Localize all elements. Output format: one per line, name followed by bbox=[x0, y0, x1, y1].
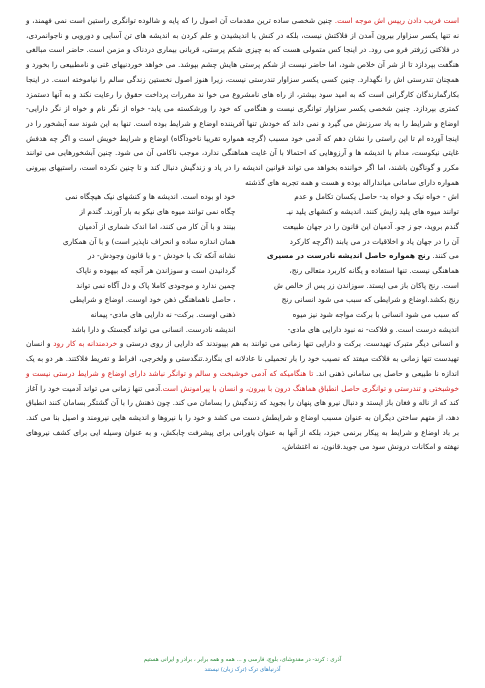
column-line: که سبب می شود انسانی با برکت مواجه شود نیز میوه bbox=[292, 310, 459, 320]
column-line: گندم بروید، جو ز جو. آدمیان این قانون را در جهان طبیعت bbox=[282, 221, 459, 231]
paragraph-text: آدمی تنها زمانی می تواند آدمیت خود را آغاز کند که از ناله و فغان باز ایستد و دنبال نیرو های پنهان را بجوید که زندگیش را بسامان می کند. چون ذهنش را با آن گشتگر بسامان کنند انطباق دهد، از متهم ساختن دیگران به عنوان مسبب اوضاع و شرایطش دست می کشد و خود را با نیروها و اندیشه هایی نیرومند و اصیل بنا می کند. بر باد اوضاع و شرایط به پیکار برنمی خیزد، بلکه از آنها به عنوان یاورانی برای پیشرفت چابکش، و به عنوان وسیله ایی برای کشف نیروهای نهفته و امکانات درونش سود می جوید.قانون، نه اغتشاش، bbox=[26, 383, 459, 452]
two-column-section bbox=[26, 190, 459, 337]
column-line: خود او بوده است. اندیشه ها و کنشهای نیک هیچگاه نمی bbox=[65, 192, 236, 202]
footer-line-2: آذرنیاهای ترک (ترک زبان) نیستند bbox=[204, 667, 281, 673]
paragraph-intro bbox=[26, 14, 459, 190]
column-line: چمین ندارد و موجودی کاملا پاک و دل آگاه نمی تواند bbox=[76, 280, 236, 290]
column-line: چگاه نمی توانند میوه های نیکو به بار آورند. گندم از bbox=[79, 207, 236, 217]
column-line: اندیشه نادرست. انسانی می تواند گجستک و دارا باشد bbox=[71, 324, 236, 334]
left-column bbox=[26, 190, 236, 337]
column-line: آن را در جهان یاد و اخلاقیات در می یابند (اگرچه کارکرد bbox=[289, 236, 459, 246]
column-line: توانند میوه های پلید زایش کنند. اندیشه و کنشهای پلید نیـ bbox=[286, 207, 459, 217]
bold-statement: رنج همواره حاصل اندیشه نادرست در مسیری bbox=[266, 251, 430, 261]
column-line: بینند و با آن کار می کنند، اما اندک شماری از آدمیان bbox=[78, 221, 236, 231]
column-line: ، حاصل ناهماهنگی ذهن خود اوست. اوضاع و شرایطی bbox=[69, 295, 236, 305]
highlight-text: است فریب دادن رییس اش موجه است. bbox=[334, 16, 459, 25]
highlight-text: خردمندانه به کار رود bbox=[53, 339, 118, 349]
column-line: است. رنج پاکان باز می ایستد. سوزاندن زر پس از خالص ش bbox=[273, 280, 459, 290]
column-line: نشانه آنکه تک با خودش - و با قانون وجودش- در bbox=[87, 251, 236, 261]
column-line: ذهنی اوست. برکت- نه دارایی های مادی- پیمانه bbox=[90, 310, 236, 320]
right-column bbox=[250, 190, 460, 337]
paragraph-bottom bbox=[26, 337, 459, 455]
column-line-text: می کنند. bbox=[432, 251, 459, 261]
body-text bbox=[26, 14, 459, 455]
column-line bbox=[250, 249, 460, 264]
column-line: رنج بکشد.اوضاع و شرایطی که سبب می شود انسانی رنج bbox=[281, 295, 459, 305]
page-footer bbox=[0, 655, 485, 675]
highlight-text: تا هنگامیکه که آدمی خوشبخت و سالم و توانگر نباشد دارای اوضاع و شرایط درستی نیست و خوشبختی و تندرستی و توانگری حاصل انطباق هماهنگ درون با بیرون، و انسان با پیرامونش است. bbox=[26, 368, 459, 393]
column-line: همان اندازه ساده و انحراف ناپذیر است) و با آن همکاری bbox=[62, 236, 236, 246]
column-line: هماهنگی نیست. تنها استفاده و یگانه کاربرد متعالی رنج، bbox=[289, 265, 459, 275]
column-line: اش - خواه نیک و خواه بد- حاصل یکسان تکامل و عدم bbox=[294, 192, 459, 202]
paragraph-text: چنین شخصی ساده ترین مقدمات آن اصول را که پایه و شالوده توانگری راستین است نمی فهمند، و نه تنها یکسر سزاوار بیرون آمدن از فلاکتش نیست، بلکه در کنش با اندیشیدن و علم کردن به اندیشه های تن آسایی و دورویی و ناجوانمردی، در فلاکتی ژرفتر فرو می رود. در اینجا کس متمولی هست که به چیزی شکم پرستی، قربانی بیماری دردناک و مزمن است. حاضر است مبالغی هنگفت بپردازد تا از شر آن خلاص شود، اما حاضر نیست از شکم پرستی هایش چشم بپوشد. می خواهد خوردنیهای غنی و نامطبیعی را بخورد و همچنان تندرستی اش را نگهدارد. چنین کسی یکسر سزاوار تندرستی نیست، زیرا هنوز اصول نخستین زندگی سالم را نیاموخته است. در اینجا بکارگمارندگان کارگرانی است که به امید سود بیشتر، از راه های نامشروع می خوا ند مقررات پرداخت حقوق را رعایت نکند و به آنها دستمزد کمتری بپردازد. چنین شخصی یکسر سزاوار توانگری نیست و هنگامی که خود را ورشکسته می یابد- خواه از نگر نام و خواه از نگر دارایی- اوضاع و شرایط را به یاد سرزنش می گیرد و نمی داند که خودش تنها آفریننده اوضاع و شرایط بوده است. تنها به این شوند سه آبشخور را در اینجا آورده ام تا این راستی را نشان دهم که آدمی خود مسبب (گرچه همواره تقریبا ناخودآگاه) اوضاع و شرایط خویش است و اگر چه هدفش غایتی نیکوست، مدام با اندیشه ها و آرزوهایی که احتمالا با آن غایت هماهنگی ندارد، موجب ناکامی آن می شود. چنین آبشخورهایی می توانند مکرر و گوناگون باشند، اما اگر خواننده بخواهد می تواند قوانین اندیشه را در یاد و زندگیش دنبال کند و تا چنین نکرده است، راستیهای بیرونی همواره دارای سامانی میانداراله بوده و هست و همه تجربه های گذشته bbox=[26, 16, 459, 187]
footer-line-1: آذری : کرند- در مقدوشای، بلوچ، فارسی و ... همه و همه برابر ، برادر و ایرانی هستیم bbox=[143, 657, 342, 663]
column-line: گردانیدن است و سوزاندن هر آنچه که بیهوده و ناپاک bbox=[75, 265, 236, 275]
paragraph-text: و انسانی دیگر متبرک تهیدست. برکت و دارایی تنها زمانی می توانند به هم بپیوندند که دارایی از روی درستی و bbox=[117, 339, 459, 349]
paragraph-text: و انسان تهیدست تنها زمانی به فلاکت میفتد که نصیب خود را بار تحمیلی نا عادلانه ای بنگارد.تنگدستی و ولخرجی، افراط و تفریط فلاکتند. هر دو به یک اندازه نا طبیعی و حاصل بی سامانی ذهنی اند. bbox=[26, 339, 459, 378]
column-line: اندیشه درست است. و فلاکت- نه نبود دارایی های مادی- bbox=[287, 324, 459, 334]
